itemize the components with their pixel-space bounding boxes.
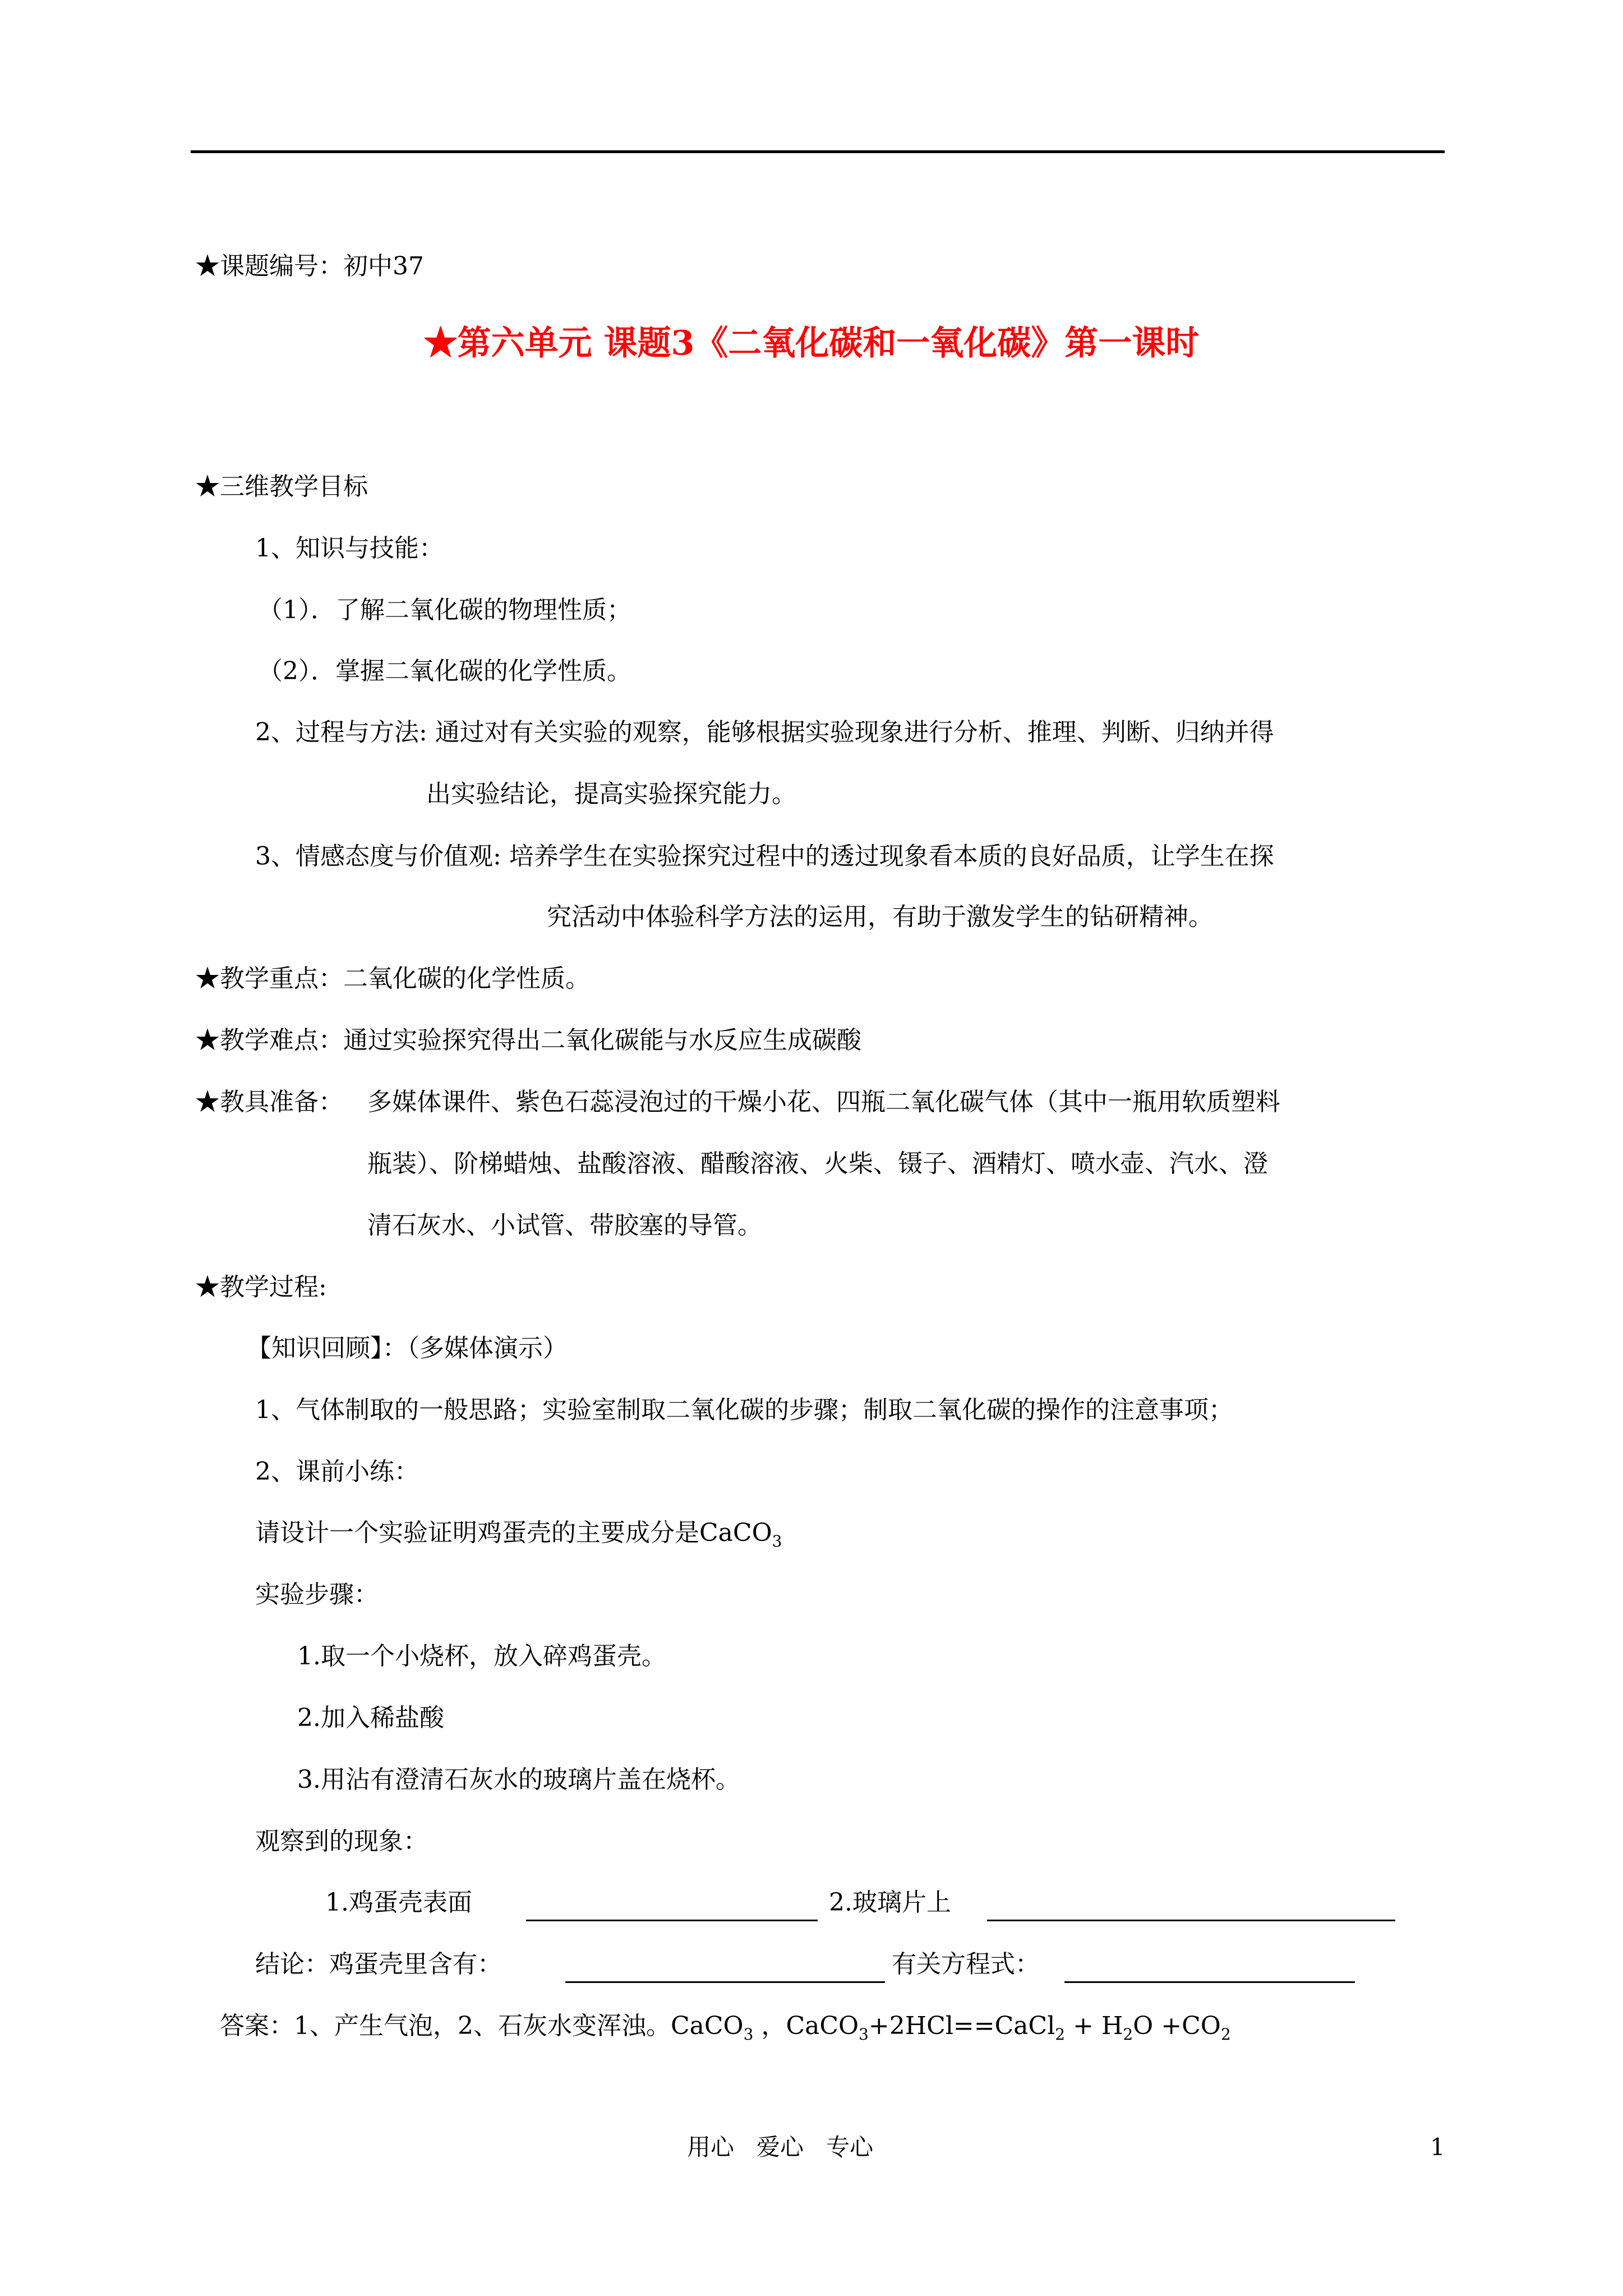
answer-part-2: ，CaCO bbox=[761, 2012, 859, 2040]
equation-blank[interactable] bbox=[1064, 1953, 1355, 1983]
emotion-line-1: 3、情感态度与价值观: 培养学生在实验探究过程中的透过现象看本质的良好品质，让学生在探 bbox=[255, 842, 1274, 871]
answer-part-5: O +CO bbox=[1133, 2012, 1221, 2040]
observe-1-blank[interactable] bbox=[526, 1892, 818, 1921]
answer-sub-5: 2 bbox=[1220, 2025, 1231, 2044]
conclusion-blank[interactable] bbox=[565, 1953, 885, 1983]
difficulty: ★教学难点：通过实验探究得出二氧化碳能与水反应生成碳酸 bbox=[195, 1026, 861, 1055]
materials-line-2: 瓶装）、阶梯蜡烛、盐酸溶液、醋酸溶液、火柴、镊子、酒精灯、喷水壶、汽水、澄 bbox=[367, 1149, 1268, 1178]
design-task-subscript: 3 bbox=[772, 1532, 782, 1550]
conclusion-label: 结论：鸡蛋壳里含有： bbox=[255, 1950, 502, 1978]
knowledge-heading: 1、知识与技能： bbox=[255, 534, 444, 563]
design-task-text: 请设计一个实验证明鸡蛋壳的主要成分是CaCO bbox=[255, 1519, 772, 1547]
page-number: 1 bbox=[1430, 2133, 1445, 2161]
page-title: ★第六单元 课题3《二氧化碳和一氧化碳》第一课时 bbox=[423, 324, 1200, 363]
key-point: ★教学重点：二氧化碳的化学性质。 bbox=[195, 964, 590, 993]
process-heading: ★教学过程: bbox=[195, 1273, 327, 1301]
review-item-1: 1、气体制取的一般思路；实验室制取二氧化碳的步骤；制取二氧化碳的操作的注意事项； bbox=[255, 1396, 1233, 1424]
observe-1-label: 1.鸡蛋壳表面 bbox=[325, 1888, 472, 1917]
answer-sub-4: 2 bbox=[1123, 2025, 1133, 2044]
footer-motto: 用心 爱心 专心 bbox=[687, 2133, 874, 2161]
emotion-line-2: 究活动中体验科学方法的运用，有助于激发学生的钻研精神。 bbox=[547, 903, 1213, 931]
course-code: ★课题编号：初中37 bbox=[195, 252, 424, 280]
answer-sub-3: 2 bbox=[1055, 2025, 1066, 2044]
design-task bbox=[255, 1516, 782, 1550]
answer-sub-1: 3 bbox=[743, 2025, 754, 2044]
answer-part-3: +2HCl==CaCl bbox=[868, 2012, 1055, 2040]
review-heading: 【知识回顾】：（多媒体演示） bbox=[247, 1334, 568, 1363]
review-item-2: 2、课前小练： bbox=[255, 1457, 419, 1486]
observe-2-label: 2.玻璃片上 bbox=[829, 1888, 951, 1917]
materials-line-1: 多媒体课件、紫色石蕊浸泡过的干燥小花、四瓶二氧化碳气体（其中一瓶用软质塑料 bbox=[367, 1088, 1280, 1116]
materials-line-3: 清石灰水、小试管、带胶塞的导管。 bbox=[367, 1211, 762, 1240]
answer bbox=[220, 2009, 1231, 2043]
step-2: 2.加入稀盐酸 bbox=[297, 1704, 444, 1732]
knowledge-item-1: （1）．了解二氧化碳的物理性质； bbox=[258, 596, 631, 624]
steps-heading: 实验步骤： bbox=[255, 1580, 379, 1609]
step-1: 1.取一个小烧杯，放入碎鸡蛋壳。 bbox=[297, 1642, 666, 1671]
materials-label: ★教具准备： bbox=[195, 1088, 343, 1116]
knowledge-item-2: （2）．掌握二氧化碳的化学性质。 bbox=[258, 657, 631, 685]
observe-heading: 观察到的现象： bbox=[255, 1827, 428, 1856]
answer-part-1: 答案：1、产生气泡，2、石灰水变浑浊。CaCO bbox=[220, 2012, 744, 2040]
objectives-heading: ★三维教学目标 bbox=[195, 472, 368, 501]
process-method-line-1: 2、过程与方法: 通过对有关实验的观察，能够根据实验现象进行分析、推理、判断、归纳并得 bbox=[255, 718, 1274, 747]
answer-part-4: + H bbox=[1073, 2012, 1123, 2040]
equation-label: 有关方程式： bbox=[892, 1950, 1040, 1978]
observe-2-blank[interactable] bbox=[987, 1892, 1395, 1921]
step-3: 3.用沾有澄清石灰水的玻璃片盖在烧杯。 bbox=[297, 1765, 740, 1794]
answer-sub-2: 3 bbox=[859, 2025, 869, 2044]
process-method-line-2: 出实验结论，提高实验探究能力。 bbox=[426, 780, 796, 808]
header-rule bbox=[191, 150, 1445, 153]
